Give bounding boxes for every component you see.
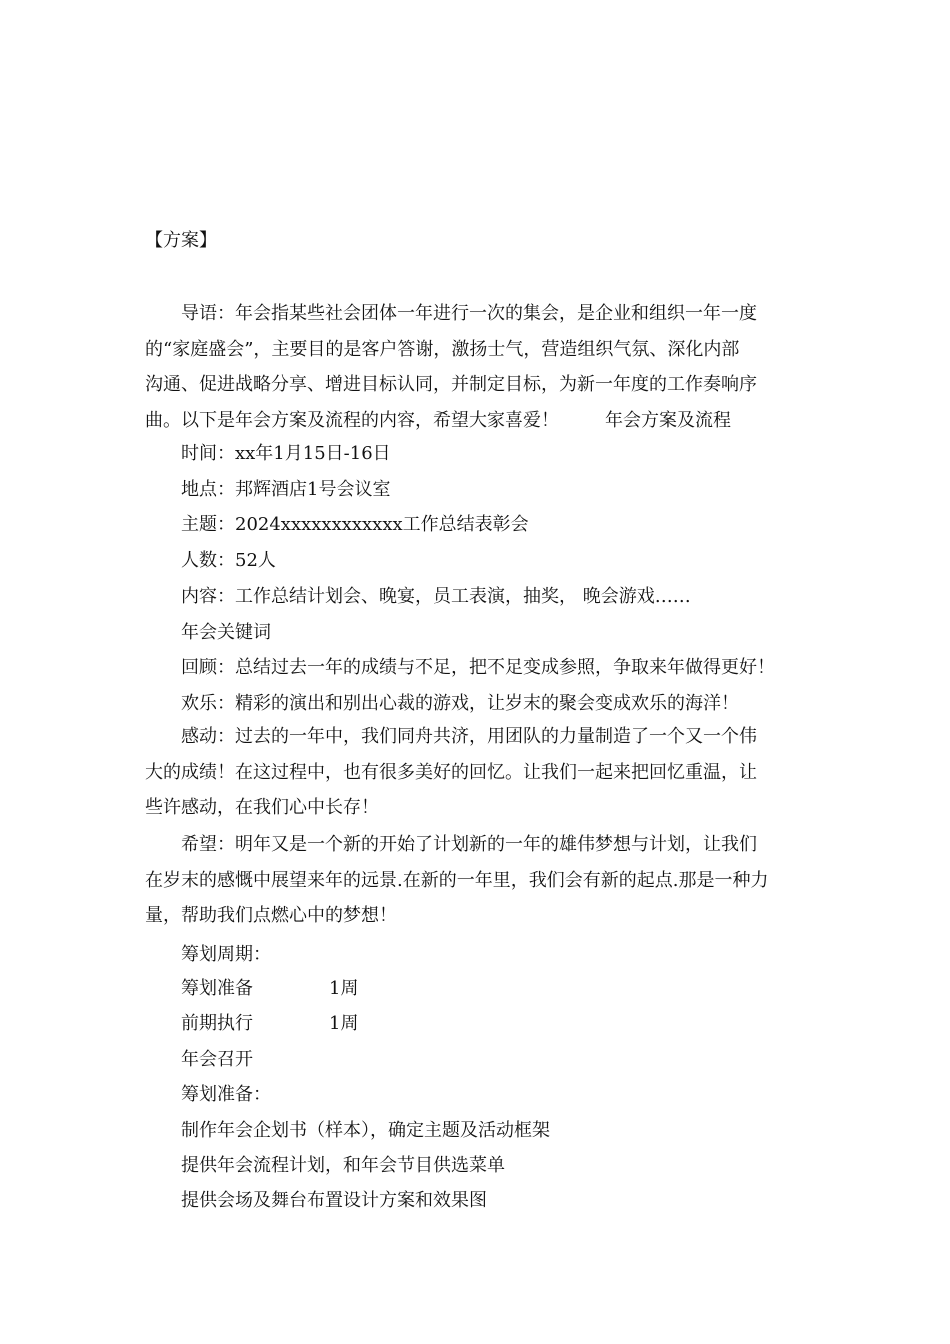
moved-line: 大的成绩！在这过程中，也有很多美好的回忆。让我们一起来把回忆重温，让 [145, 761, 757, 783]
moved-line: 感动：过去的一年中，我们同舟共济，用团队的力量制造了一个又一个伟 [181, 726, 757, 747]
theme-line: 主题：2024xxxxxxxxxxxx工作总结表彰会 [181, 514, 529, 535]
prep-item: 提供年会流程计划，和年会节目供选菜单 [181, 1155, 505, 1176]
hope-paragraph [145, 827, 805, 934]
cycle-row [181, 1048, 329, 1072]
cycle-value: 1周 [329, 978, 359, 999]
hope-line: 希望：明年又是一个新的开始了计划新的一年的雄伟梦想与计划，让我们 [181, 834, 757, 855]
cycle-row [181, 1012, 358, 1036]
intro-line: 的“家庭盛会”，主要目的是客户答谢，激扬士气，营造组织气氛、深化内部 [145, 338, 740, 360]
moved-line: 些许感动，在我们心中长存！ [145, 797, 379, 818]
cycle-value: 1周 [329, 1013, 359, 1034]
cycle-label: 筹划准备 [181, 978, 253, 999]
content-line: 内容：工作总结计划会、晚宴，员工表演，抽奖， 晚会游戏…… [181, 586, 691, 607]
location-line: 地点：邦辉酒店1号会议室 [181, 479, 391, 500]
cycle-title: 筹划周期： [181, 944, 271, 965]
section-heading: 【方案】 [145, 230, 217, 251]
joy-line: 欢乐：精彩的演出和别出心裁的游戏，让岁末的聚会变成欢乐的海洋！ [181, 693, 739, 714]
cycle-label: 年会召开 [181, 1049, 253, 1070]
time-line: 时间：xx年1月15日-16日 [181, 443, 391, 464]
hope-line: 量，帮助我们点燃心中的梦想！ [145, 905, 397, 926]
intro-line-last [145, 403, 805, 439]
intro-paragraph [145, 296, 805, 438]
prep-item: 制作年会企划书（样本），确定主题及活动框架 [181, 1120, 550, 1141]
hope-line: 在岁末的感慨中展望来年的远景.在新的一年里，我们会有新的起点.那是一种力 [145, 869, 769, 891]
intro-line: 沟通、促进战略分享、增进目标认同，并制定目标，为新一年度的工作奏响序 [145, 374, 757, 395]
cycle-row [181, 977, 358, 1001]
prep-item: 提供会场及舞台布置设计方案和效果图 [181, 1190, 487, 1211]
review-line: 回顾：总结过去一年的成绩与不足，把不足变成参照，争取来年做得更好！ [181, 657, 775, 678]
people-line: 人数：52人 [181, 550, 276, 571]
keywords-title: 年会关键词 [181, 622, 271, 643]
prep-title: 筹划准备： [181, 1084, 271, 1105]
intro-line-text: 曲。以下是年会方案及流程的内容，希望大家喜爱！ [145, 409, 559, 431]
plan-title: 年会方案及流程 [605, 409, 731, 431]
cycle-label: 前期执行 [181, 1013, 253, 1034]
moved-paragraph [145, 719, 805, 826]
intro-line: 导语：年会指某些社会团体一年进行一次的集会，是企业和组织一年一度 [181, 303, 757, 324]
